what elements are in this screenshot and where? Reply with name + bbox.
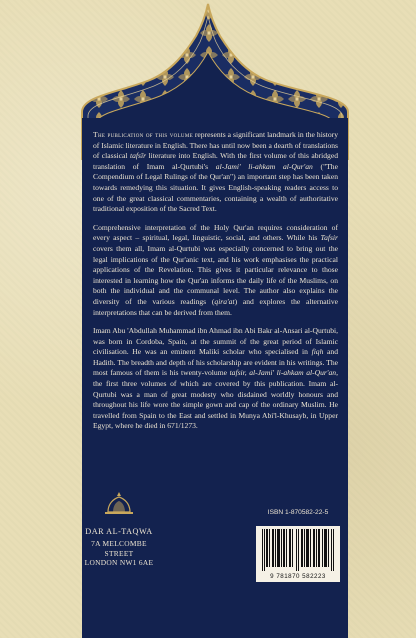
paragraph-2: Comprehensive interpretation of the Holy Qur'an requires consideration of every aspect – spiritual, legal, linguistic, social, and others. While his Tafsir covers them all, Imam al-Qurtubi was especially concerned to bring out the legal implications of the Qur'anic text, and his work emphasises the practical applications of the Revelation. This gives it particular relevance to those interested in learning how the Qur'an informs the daily life of the Muslims, on both the individual and the communal level. The author also explains the diversity of the various readings (qira'at) and explores the alternative interpretations that can be derived from them. <box>93 222 339 317</box>
publisher-block <box>84 490 154 568</box>
barcode-bars <box>256 529 340 573</box>
publisher-address: 7A MELCOMBE STREET LONDON NW1 6AE <box>84 539 154 567</box>
blurb-text <box>93 130 338 440</box>
barcode-number: 9 781870 582223 <box>270 573 326 580</box>
paragraph-1: The publication of this volume represents a significant landmark in the history of Islamic literature in English. There has until now been a dearth of translations of classical tafsīr literature into English. With the first volume of this abridged translation of Imam al-Qurtubi's al-Jami' li-ahkam al-Qur'an ("The Compendium of Legal Rulings of the Qur'an") an important step has been taken towards remedying this situation. It gives English-speaking readers access to one of the great classical commentaries, containing a wealth of authoritative traditional exposition of the Sacred Text. <box>93 130 338 214</box>
publisher-name: DAR AL-TAQWA <box>85 527 153 536</box>
paragraph-3: Imam Abu 'Abdullah Muhammad ibn Ahmad ibn Abi Bakr al-Ansari al-Qurtubi, was born in Cordoba, Spain, at the summit of the great period of Islamic civilisation. He was an eminent Maliki scholar who specialised in fiqh and Hadith. The breadth and depth of his scholarship are evident in his writings. The most famous of them is his twenty-volume tafsir, al-Jami' li-ahkam al-Qur'an, the first three volumes of which are covered by this publication. Imam al-Qurtubi was a man of great modesty who disdained worldly honours and throughout his life wore the simple gown and cap of the ordinary Muslim. He travelled from Spain to the East and settled in Munya Abi'l-Khusayb, in Upper Egypt, where he died in 671/1273. <box>93 326 338 431</box>
lead-in: The publication of this volume <box>93 130 193 139</box>
isbn-text: ISBN 1-870582-22-5 <box>267 509 329 516</box>
barcode <box>256 526 340 582</box>
publisher-logo-icon <box>102 490 136 516</box>
